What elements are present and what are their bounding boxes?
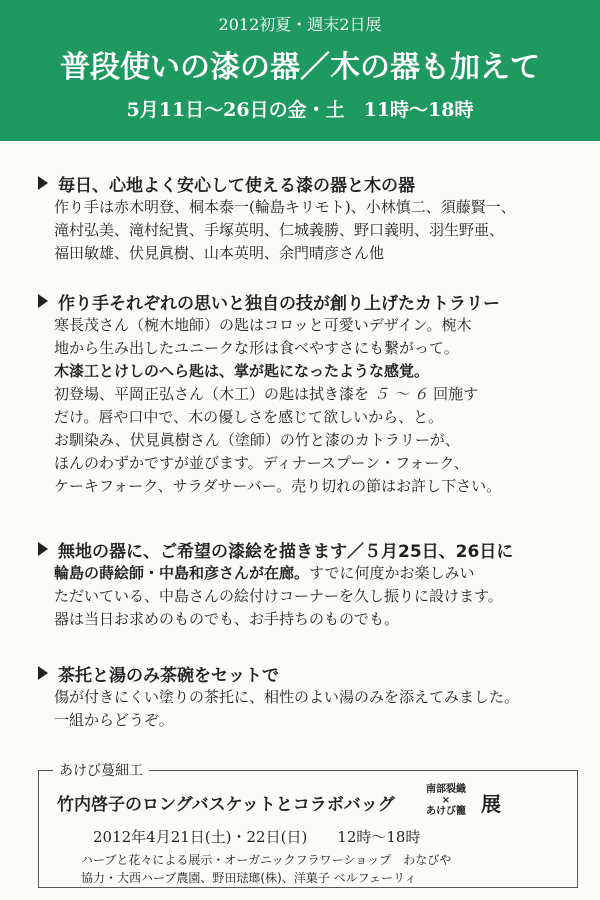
triangle-bullet-icon <box>38 294 48 308</box>
section-tea-set <box>38 660 578 732</box>
body-line: 木漆工とけしのへら匙は、掌が匙になったような感覚。 <box>54 362 430 380</box>
stack-mid: × <box>441 795 451 806</box>
box-ten: 展 <box>481 792 501 816</box>
section-cutlery <box>38 288 578 498</box>
body-line-text: 回施す <box>433 385 479 403</box>
body-line <box>38 383 578 406</box>
section-heading-text: 毎日、心地よく安心して使える漆の器と木の器 <box>58 175 415 196</box>
akebi-exhibit-box <box>38 763 578 888</box>
section-heading-text: 作り手それぞれの思いと独自の技が創り上げたカトラリー <box>58 293 500 314</box>
section-heading <box>38 288 578 314</box>
body-line: 福田敏雄、伏見眞樹、山本英明、余門晴彦さん他 <box>54 244 385 262</box>
header-banner <box>0 0 600 141</box>
body-line: 滝村弘美、滝村紀貴、手塚英明、仁城義勝、野口義明、羽生野亜、 <box>54 221 505 239</box>
header-date: 5月11日〜26日の金・土 11時〜18時 <box>126 99 474 121</box>
body-line <box>38 562 578 585</box>
body-line: ただいている、中島さんの絵付けコーナーを久し振りに設けます。 <box>54 587 503 605</box>
stack-top: 南部裂織 <box>426 784 466 795</box>
body-line: 地から生み出したユニークな形は食べやすさにも繋がって。 <box>54 339 459 357</box>
section-heading-text: 茶托と湯のみ茶碗をセットで <box>58 665 279 686</box>
stack-bottom: あけび籠 <box>426 806 466 817</box>
body-line-text: 初登場、平岡正弘さん（木工）の匙は拭き漆を <box>54 385 370 403</box>
box-date: 2012年4月21日(土)・22日(日) 12時〜18時 <box>93 828 421 846</box>
box-info-line: 協力・大西ハーブ農園、野田琺瑯(株)、洋菓子 ベルフェーリィ <box>81 871 417 885</box>
body-line: だけ。唇や口中で、木の優しさを感じて欲しいから、と。 <box>54 408 444 426</box>
body-line-bold: 輪島の蒔絵師・中島和彦さんが在廊。 <box>54 564 310 582</box>
triangle-bullet-icon <box>38 666 48 680</box>
body-line: 傷が付きにくい塗りの茶托に、相性のよい湯のみを添えてみました。 <box>54 688 520 706</box>
header-subtitle: 2012初夏・週末2日展 <box>218 15 382 34</box>
section-heading <box>38 170 578 196</box>
body-line: 寒長茂さん（椀木地師）の匙はコロッと可愛いデザイン。椀木 <box>54 316 472 334</box>
box-title: 竹内啓子のロングバスケットとコラボバッグ <box>57 795 395 815</box>
box-stacked-label <box>426 784 466 817</box>
section-lacquer-painting <box>38 536 578 631</box>
body-line: 一組からどうぞ。 <box>54 711 174 729</box>
box-info-line: ハーブと花々による展示・オーガニックフラワーショップ わなびや <box>81 853 452 867</box>
body-line-text: すでに何度かお楽しみい <box>309 564 475 582</box>
triangle-bullet-icon <box>38 542 48 556</box>
body-line: ケーキフォーク、サラダサーバー。売り切れの節はお許し下さい。 <box>54 477 502 495</box>
body-line: 作り手は赤木明登、桐本泰一(輪島キリモト)、小林慎二、須藤賢一、 <box>54 198 516 216</box>
section-heading <box>38 660 578 686</box>
body-line: お馴染み、伏見眞樹さん（塗師）の竹と漆のカトラリーが、 <box>54 431 460 449</box>
handwritten-note: ５ 〜 ６ <box>373 385 429 403</box>
section-daily-ware <box>38 170 578 265</box>
body-line: ほんのわずかですが並びます。ディナースプーン・フォーク、 <box>54 454 469 472</box>
header-title: 普段使いの漆の器／木の器も加えて <box>60 50 540 85</box>
box-label: あけび蔓細工 <box>53 760 149 780</box>
section-heading-text: 無地の器に、ご希望の漆絵を描きます／５月25日、26日に <box>58 541 514 562</box>
body-line: 器は当日お求めのものでも、お手持ちのものでも。 <box>54 610 400 628</box>
triangle-bullet-icon <box>38 176 48 190</box>
section-heading <box>38 536 578 562</box>
